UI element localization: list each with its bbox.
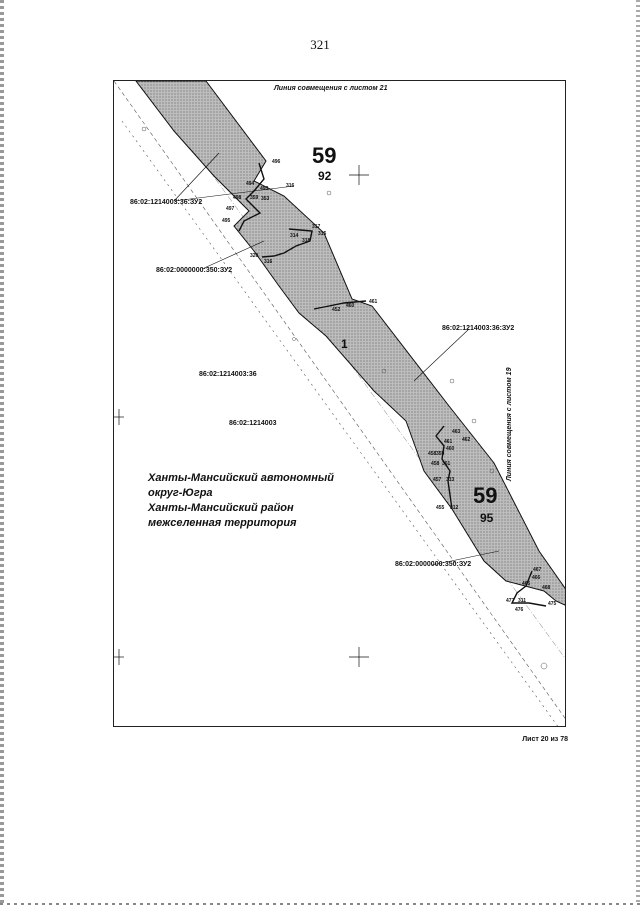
- parcel-number-lower: 59: [473, 483, 498, 508]
- region-label: [148, 471, 334, 531]
- point-label: 452: [332, 307, 341, 313]
- point-label: 498: [233, 195, 242, 201]
- cadastral-label: 86:02:1214003:36: [199, 371, 257, 378]
- terrain-symbols: [142, 127, 547, 669]
- point-label: 496: [272, 159, 281, 165]
- point-label: 313: [446, 477, 455, 483]
- point-label: 476: [515, 607, 524, 613]
- point-label: 455: [436, 505, 445, 511]
- parcel-number-middle: 1: [341, 337, 348, 351]
- leader-1: [174, 153, 219, 201]
- map-frame: [113, 80, 566, 727]
- cadastral-label: 86:02:0000000:350:ЗУ2: [395, 561, 472, 568]
- cadastral-label: 86:02:0000000:350:ЗУ2: [156, 267, 233, 274]
- point-label: 477: [506, 598, 515, 604]
- point-label: 311: [518, 598, 527, 604]
- point-label: 353: [261, 196, 270, 202]
- grid-crosses: [114, 165, 369, 667]
- point-label: 475: [548, 601, 557, 607]
- point-label: 458: [431, 461, 440, 467]
- parcel-number-upper: 59: [312, 143, 337, 168]
- point-label: 497: [226, 206, 235, 212]
- leader-4: [414, 329, 469, 381]
- point-label: 461: [444, 439, 453, 445]
- point-label: 359: [436, 451, 445, 457]
- point-label: 465: [522, 581, 531, 587]
- cadastral-label: 86:02:1214003:36:ЗУ2: [442, 325, 515, 332]
- page-number: 321: [310, 37, 330, 52]
- point-label: 495: [222, 218, 231, 224]
- cadastral-label: 86:02:1214003:36:ЗУ2: [130, 199, 203, 206]
- point-label: 494: [246, 181, 255, 187]
- point-label: 315: [318, 231, 327, 237]
- region-line: Ханты-Мансийский район: [148, 502, 294, 514]
- scan-right-edge: [636, 0, 640, 905]
- point-label: 493: [260, 186, 269, 192]
- map-drawing: [114, 81, 566, 727]
- region-line: округ-Югра: [148, 487, 213, 499]
- match-line-top: Линия совмещения с листом 21: [274, 85, 388, 92]
- point-label: 457: [433, 477, 442, 483]
- parcel-subnumber-lower: 95: [480, 511, 494, 525]
- point-label: 460: [346, 303, 355, 309]
- point-label: 318: [302, 238, 311, 244]
- point-label: 359: [250, 195, 259, 201]
- point-label: 460: [446, 446, 455, 452]
- road-line-1: [114, 81, 566, 721]
- road-line-2: [122, 121, 559, 727]
- sheet-footer: Лист 20 из 78: [522, 736, 568, 743]
- region-line: Ханты-Мансийский автономный: [148, 472, 334, 484]
- point-label: 316: [264, 259, 273, 265]
- point-label: 317: [312, 224, 321, 230]
- region-line: межселенная территория: [148, 517, 297, 529]
- point-label: 361: [442, 461, 451, 467]
- point-label: 314: [290, 233, 299, 239]
- point-label: 316: [286, 183, 295, 189]
- parcel-subnumber-upper: 92: [318, 169, 332, 183]
- cadastral-label: 86:02:1214003: [229, 420, 277, 427]
- point-label: 468: [542, 585, 551, 591]
- point-label: 461: [369, 299, 378, 305]
- match-line-right: Линия совмещения с листом 19: [506, 367, 513, 481]
- point-label: 320: [250, 253, 259, 259]
- scan-left-edge: [0, 0, 4, 905]
- point-label: 463: [452, 429, 461, 435]
- point-label: 466: [532, 575, 541, 581]
- point-label: 462: [462, 437, 471, 443]
- point-label: 312: [450, 505, 459, 511]
- point-label: 467: [533, 567, 542, 573]
- point-label: 458: [428, 451, 437, 457]
